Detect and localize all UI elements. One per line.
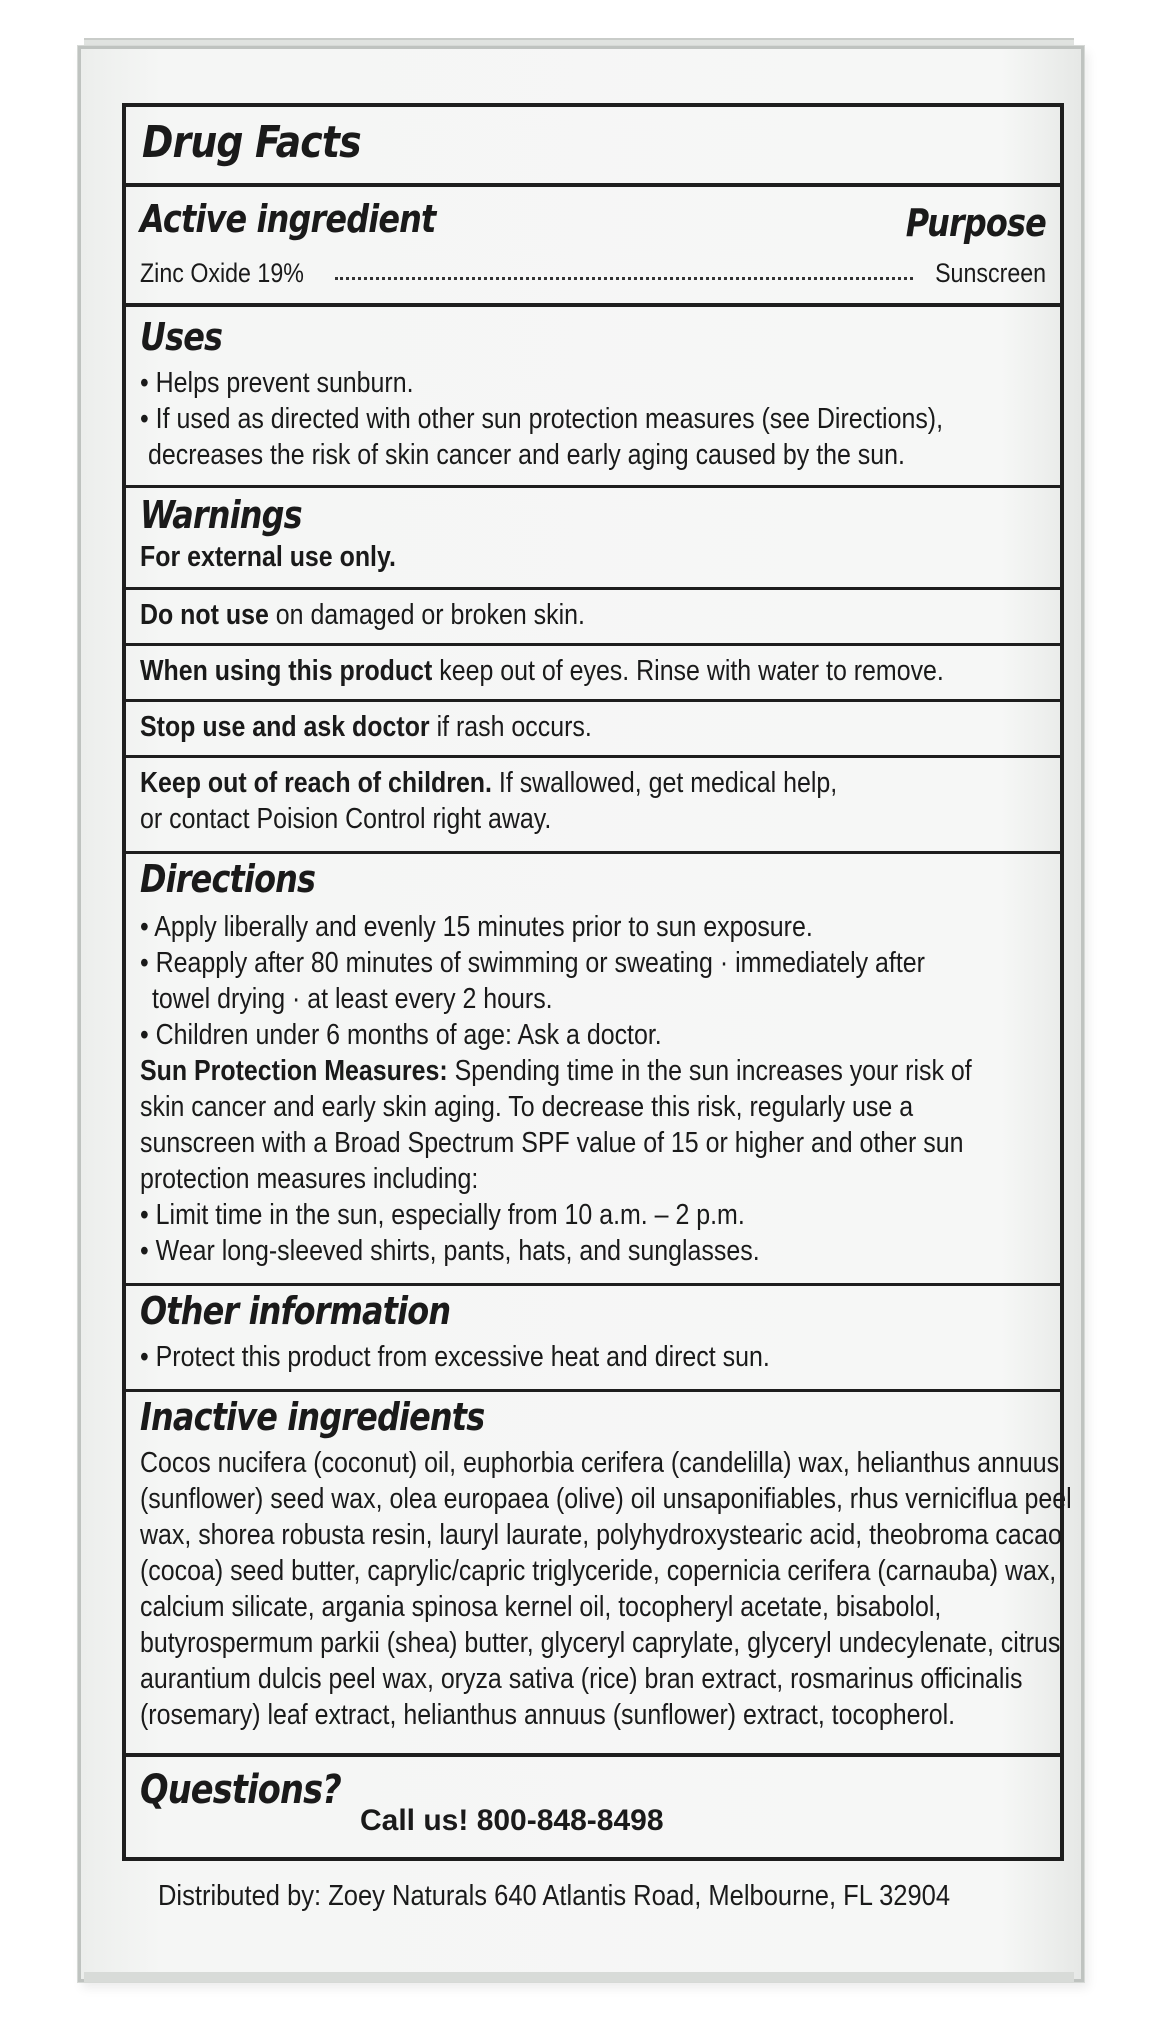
questions-heading: Questions? [140, 1767, 341, 1813]
inactive-line-4: (cocoa) seed butter, caprylic/capric triglyceride, copernicia cerifera (carnauba) wax, [140, 1555, 1057, 1587]
directions-heading: Directions [140, 857, 316, 901]
spm-line-4: • Limit time in the sun, especially from 10 a.m. – 2 p.m. [140, 1199, 745, 1231]
uses-line-3: decreases the risk of skin cancer and early aging caused by the sun. [148, 439, 905, 471]
divider [126, 587, 1060, 590]
box-bottom-flap [84, 1972, 1074, 1982]
do-not-use-text: on damaged or broken skin. [268, 599, 585, 631]
warnings-heading: Warnings [140, 493, 302, 537]
spm-label: Sun Protection Measures: [140, 1055, 448, 1087]
keep-out-label: Keep out of reach of children. [140, 767, 492, 799]
questions-phone: Call us! 800-848-8498 [360, 1804, 664, 1837]
divider [126, 643, 1060, 646]
uses-line-2: • If used as directed with other sun protection measures (see Directions), [140, 403, 944, 435]
directions-line-2: • Reapply after 80 minutes of swimming or sweating · immediately after [140, 947, 925, 979]
stop-use-label: Stop use and ask doctor [140, 711, 430, 743]
stop-use-warning [140, 709, 592, 746]
directions-line-4: • Children under 6 months of age: Ask a doctor. [140, 1019, 662, 1051]
other-information-heading: Other information [140, 1289, 451, 1333]
distributor-line: Distributed by: Zoey Naturals 640 Atlantis Road, Melbourne, FL 32904 [158, 1880, 951, 1912]
drug-facts-title: Drug Facts [142, 117, 361, 168]
divider [126, 1753, 1060, 1757]
divider [126, 699, 1060, 702]
spm-line-5: • Wear long-sleeved shirts, pants, hats, and sunglasses. [140, 1235, 760, 1267]
active-ingredient-heading: Active ingredient [140, 197, 436, 241]
divider [126, 303, 1060, 307]
active-ingredient-name: Zinc Oxide 19% [140, 258, 304, 288]
when-using-text: keep out of eyes. Rinse with water to remove. [432, 655, 944, 687]
keep-out-line-2: or contact Poision Control right away. [140, 803, 552, 835]
keep-out-text: If swallowed, get medical help, [491, 767, 838, 799]
divider [126, 1283, 1060, 1286]
inactive-line-5: calcium silicate, argania spinosa kernel oil, tocopheryl acetate, bisabolol, [140, 1591, 942, 1623]
keep-out-warning [140, 765, 837, 802]
spm-line-1: skin cancer and early skin aging. To decrease this risk, regularly use a [140, 1091, 914, 1123]
divider [126, 485, 1060, 488]
stop-use-text: if rash occurs. [429, 711, 592, 743]
spm-text: Spending time in the sun increases your risk of [447, 1055, 972, 1087]
inactive-line-2: (sunflower) seed wax, olea europaea (olive) oil unsaponifiables, rhus verniciflua peel [140, 1483, 1072, 1515]
divider [126, 851, 1060, 854]
divider [126, 1389, 1060, 1392]
inactive-line-7: aurantium dulcis peel wax, oryza sativa (rice) bran extract, rosmarinus officinalis [140, 1663, 1023, 1695]
drug-facts-panel [122, 103, 1072, 1861]
purpose-heading: Purpose [905, 201, 1046, 245]
spm-line-3: protection measures including: [140, 1163, 479, 1195]
inactive-ingredients-heading: Inactive ingredients [140, 1395, 485, 1439]
other-information-text: • Protect this product from excessive heat and direct sun. [140, 1341, 770, 1373]
external-use-only: For external use only. [140, 541, 396, 573]
directions-line-3: towel drying · at least every 2 hours. [152, 983, 553, 1015]
do-not-use-warning [140, 597, 585, 634]
dot-leader [335, 277, 913, 280]
inactive-line-1: Cocos nucifera (coconut) oil, euphorbia cerifera (candelilla) wax, helianthus annuus [140, 1447, 1060, 1479]
inactive-line-8: (rosemary) leaf extract, helianthus annuus (sunflower) extract, tocopherol. [140, 1699, 956, 1731]
when-using-label: When using this product [140, 655, 433, 687]
sun-protection-measures [140, 1053, 972, 1090]
active-ingredient-row [140, 253, 1046, 289]
do-not-use-label: Do not use [140, 599, 269, 631]
active-ingredient-purpose: Sunscreen [934, 258, 1046, 288]
inactive-line-6: butyrospermum parkii (shea) butter, glyceryl caprylate, glyceryl undecylenate, citrus [140, 1627, 1061, 1659]
uses-heading: Uses [140, 315, 223, 359]
inactive-line-3: wax, shorea robusta resin, lauryl laurate, polyhydroxystearic acid, theobroma cacao [140, 1519, 1062, 1551]
spm-line-2: sunscreen with a Broad Spectrum SPF value of 15 or higher and other sun [140, 1127, 964, 1159]
divider [126, 183, 1060, 187]
uses-line-1: • Helps prevent sunburn. [140, 367, 414, 399]
directions-line-1: • Apply liberally and evenly 15 minutes prior to sun exposure. [140, 911, 813, 943]
divider [126, 755, 1060, 758]
when-using-warning [140, 653, 944, 690]
